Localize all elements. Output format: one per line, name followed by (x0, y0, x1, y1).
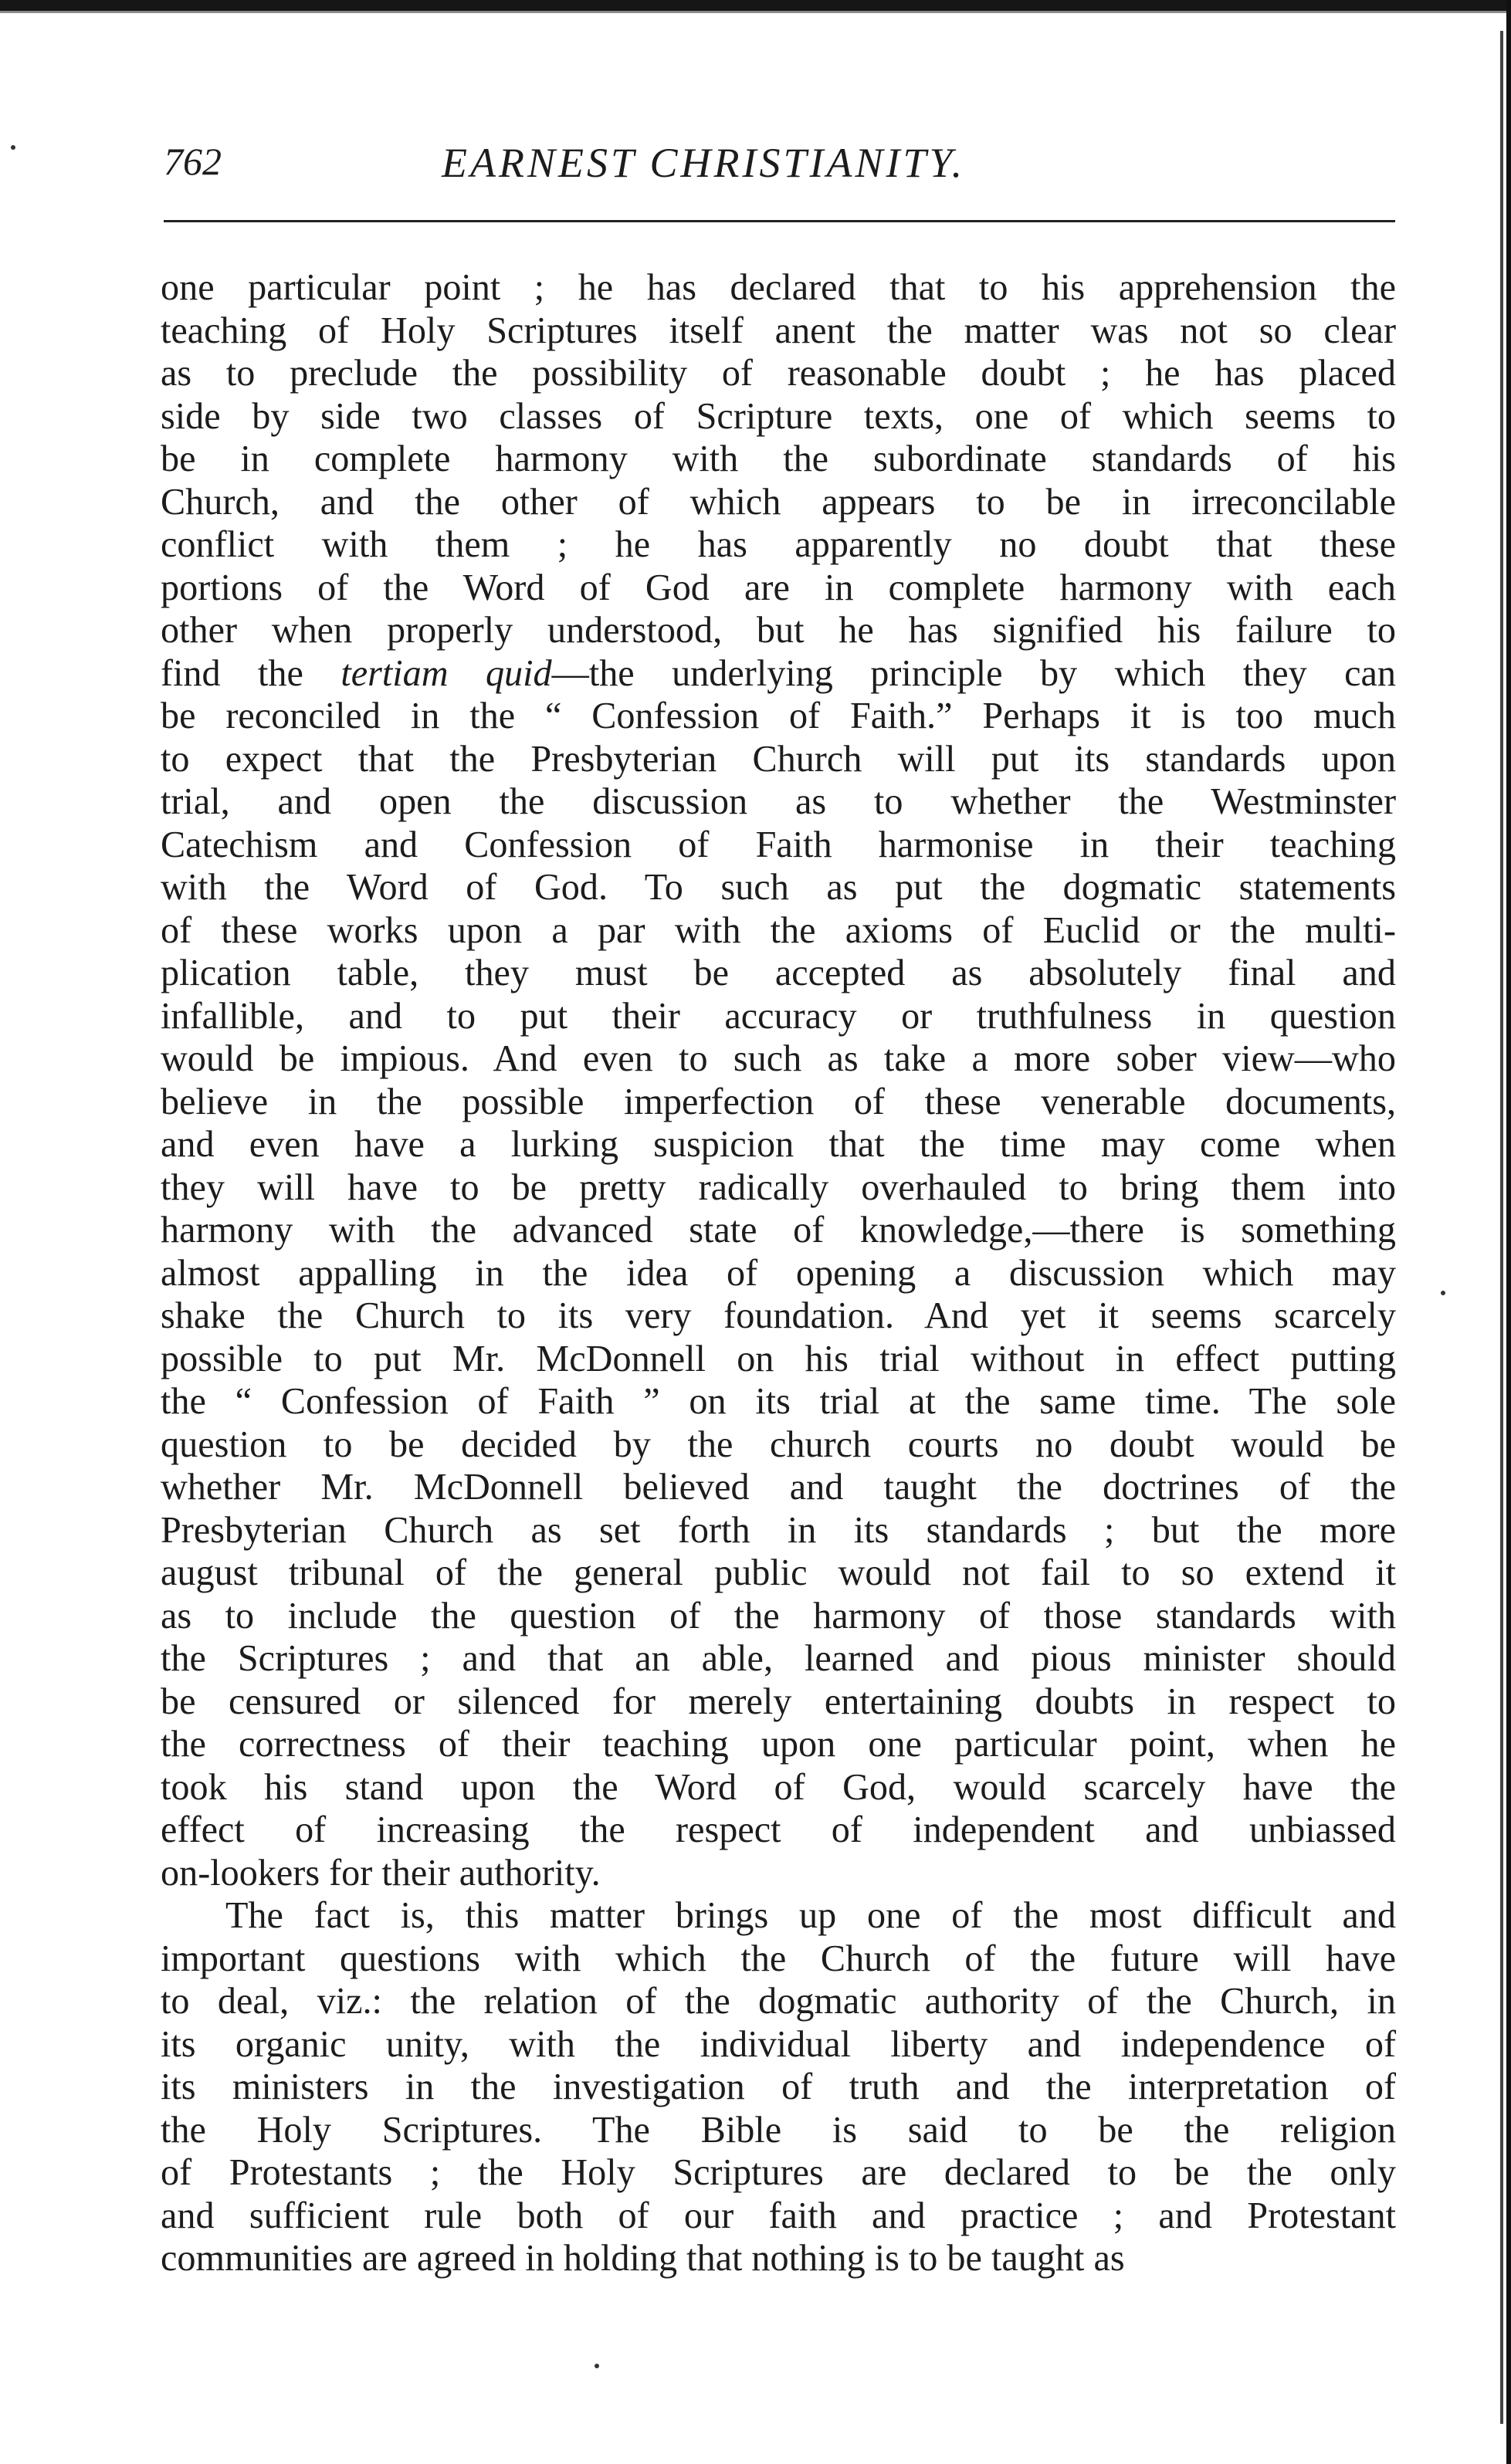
text-line: believe in the possible imperfection of these venerable documents, (161, 1081, 1396, 1122)
text-line: on-lookers for their authority. (161, 1852, 601, 1894)
text-line: would be impious. And even to such as take a more sober view—who (161, 1038, 1396, 1079)
text-line: communities are agreed in holding that nothing is to be taught as (161, 2238, 1125, 2279)
text-line: conflict with them ; he has apparently no doubt that these (161, 524, 1396, 565)
paragraph (161, 266, 1396, 1894)
paragraph (161, 1894, 1396, 2280)
speck-mark (595, 2364, 599, 2368)
text-line: teaching of Holy Scriptures itself anent the matter was not so clear (161, 310, 1396, 351)
text-line: its organic unity, with the individual liberty and independence of (161, 2023, 1396, 2065)
text-line: Church, and the other of which appears to be in irreconcilable (161, 481, 1396, 523)
page-edge-right (1506, 0, 1511, 2464)
text-line: to expect that the Presbyterian Church will put its standards upon (161, 738, 1396, 780)
text-line: infallible, and to put their accuracy or truthfulness in question (161, 995, 1396, 1037)
text-line: the “ Confession of Faith ” on its trial at the same time. The sole (161, 1381, 1396, 1422)
text-line: trial, and open the discussion as to whether the Westminster (161, 781, 1396, 822)
text-line: be reconciled in the “ Confession of Faith.” Perhaps it is too much (161, 696, 1396, 736)
text-line: with the Word of God. To such as put the dogmatic statements (161, 867, 1396, 908)
text-line: effect of increasing the respect of independent and unbiassed (161, 1809, 1396, 1850)
text-line: whether Mr. McDonnell believed and taught the doctrines of the (161, 1467, 1396, 1508)
text-line: The fact is, this matter brings up one of the most difficult and (225, 1895, 1396, 1936)
text-line: as to preclude the possibility of reasonable doubt ; he has placed (161, 353, 1396, 394)
text-line: portions of the Word of God are in complete harmony with each (161, 567, 1396, 608)
text-line: Presbyterian Church as set forth in its standards ; but the more (161, 1509, 1396, 1551)
text-line: Catechism and Confession of Faith harmonise in their teaching (161, 824, 1396, 865)
text-line: its ministers in the investigation of truth and the interpretation of (161, 2066, 1396, 2107)
text-line: find the tertiam quid—the underlying principle by which they can (161, 652, 1396, 694)
text-line: took his stand upon the Word of God, would scarcely have the (161, 1766, 1396, 1808)
top-border-shadow (0, 11, 1511, 13)
text-line: of these works upon a par with the axioms of Euclid or the multi- (161, 909, 1396, 951)
text-line: question to be decided by the church courts no doubt would be (161, 1423, 1396, 1465)
text-line: possible to put Mr. McDonnell on his trial without in effect putting (161, 1338, 1396, 1379)
page-number: 762 (164, 140, 222, 183)
text-line: shake the Church to its very foundation. And yet it seems scarcely (161, 1295, 1396, 1336)
text-line: august tribunal of the general public would not fail to so extend it (161, 1552, 1396, 1593)
top-border-rule (0, 0, 1511, 11)
text-line: be in complete harmony with the subordinate standards of his (161, 438, 1396, 479)
text-line: be censured or silenced for merely entertaining doubts in respect to (161, 1680, 1396, 1722)
text-line: other when properly understood, but he has signified his failure to (161, 610, 1396, 651)
text-line: of Protestants ; the Holy Scriptures are declared to be the only (161, 2152, 1396, 2193)
text-line: one particular point ; he has declared that to his apprehension the (161, 267, 1396, 308)
italic-phrase: tertiam quid (340, 652, 552, 694)
text-line: harmony with the advanced state of knowledge,—there is something (161, 1210, 1396, 1251)
text-line: and even have a lurking suspicion that the time may come when (161, 1124, 1396, 1165)
page-edge-inner-line (1500, 31, 1503, 2424)
running-title: EARNEST CHRISTIANITY. (442, 140, 966, 186)
text-line: important questions with which the Church of the future will have (161, 1938, 1396, 1979)
header-rule (164, 220, 1395, 222)
speck-mark (1441, 1291, 1445, 1295)
text-line: plication table, they must be accepted as absolutely final and (161, 953, 1396, 993)
text-line: to deal, viz.: the relation of the dogmatic authority of the Church, in (161, 1981, 1396, 2022)
speck-mark (11, 145, 15, 150)
text-line: as to include the question of the harmony of those standards with (161, 1595, 1396, 1636)
text-line: side by side two classes of Scripture texts, one of which seems to (161, 395, 1396, 437)
text-line: the correctness of their teaching upon one particular point, when he (161, 1724, 1396, 1765)
text-line: almost appalling in the idea of opening a discussion which may (161, 1252, 1396, 1294)
text-line: the Scriptures ; and that an able, learned and pious minister should (161, 1638, 1396, 1679)
page-header (164, 139, 1395, 208)
text-line: and sufficient rule both of our faith and practice ; and Protestant (161, 2195, 1396, 2236)
body-text (161, 266, 1396, 2280)
text-line: they will have to be pretty radically overhauled to bring them into (161, 1166, 1396, 1208)
text-line: the Holy Scriptures. The Bible is said to be the religion (161, 2109, 1396, 2151)
